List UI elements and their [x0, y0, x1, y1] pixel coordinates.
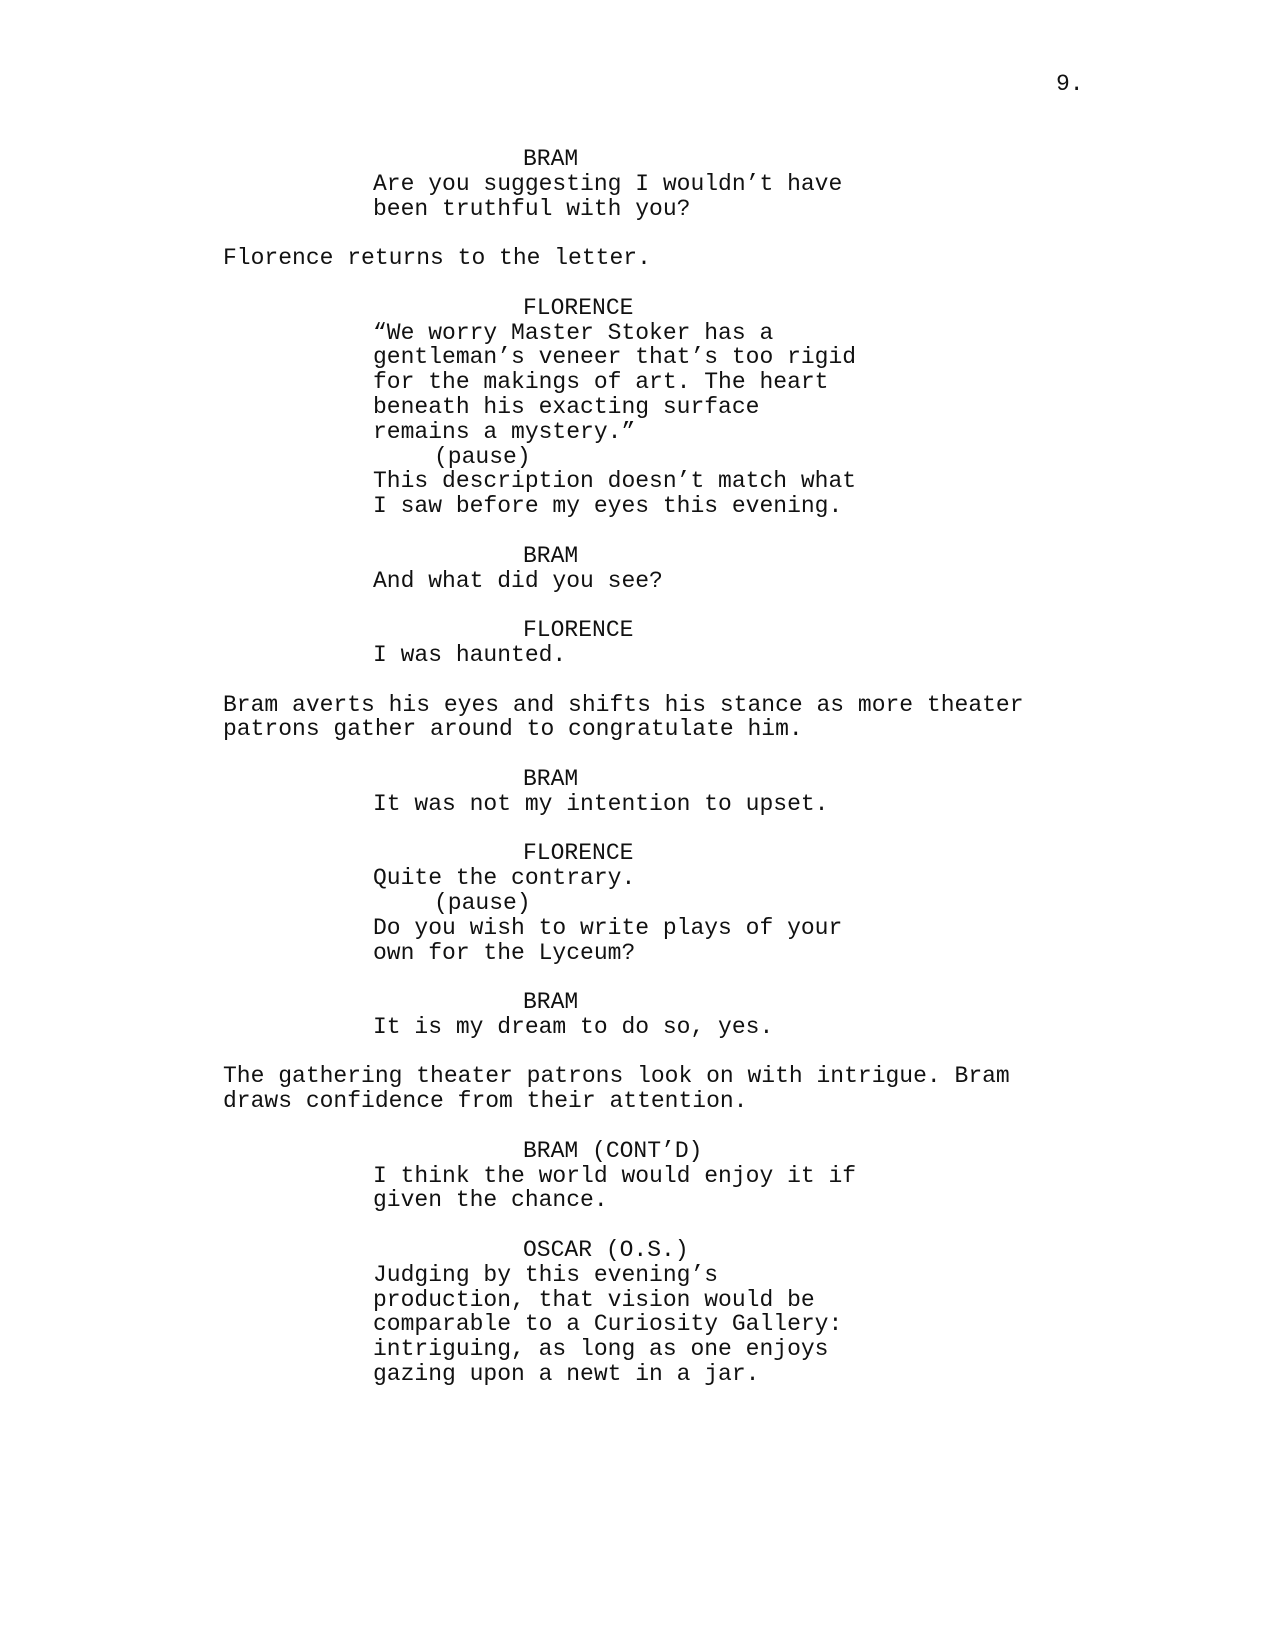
character-cue: FLORENCE	[523, 294, 634, 321]
dialogue-line: I saw before my eyes this evening.	[373, 493, 843, 520]
blank-line	[0, 271, 1275, 296]
blank-line	[0, 742, 1275, 767]
action-line: Bram averts his eyes and shifts his stance as more theater	[223, 691, 1024, 718]
blank-line	[0, 1114, 1275, 1139]
action-line: Florence returns to the letter.	[223, 245, 651, 272]
dialogue-line: “We worry Master Stoker has a	[373, 319, 774, 346]
dialogue-line: This description doesn’t match what	[373, 468, 857, 495]
character-cue: BRAM	[523, 146, 579, 172]
dialogue-line: production, that vision would be	[373, 1286, 815, 1313]
dialogue-line: And what did you see?	[373, 567, 663, 594]
dialogue-line: Do you wish to write plays of your	[373, 914, 843, 941]
dialogue-line: been truthful with you?	[373, 195, 691, 222]
character-cue: FLORENCE	[523, 840, 634, 867]
dialogue-line: Are you suggesting I wouldn’t have	[373, 170, 843, 197]
dialogue-line: Quite the contrary.	[373, 865, 636, 892]
character-cue: OSCAR (O.S.)	[523, 1237, 689, 1264]
blank-line	[0, 817, 1275, 842]
dialogue-line: It was not my intention to upset.	[373, 790, 829, 817]
dialogue-line: own for the Lyceum?	[373, 939, 636, 966]
character-cue: BRAM	[523, 542, 579, 569]
character-cue: BRAM	[523, 989, 579, 1016]
action-line: patrons gather around to congratulate him.	[223, 716, 803, 743]
blank-line	[0, 593, 1275, 618]
blank-line	[0, 1040, 1275, 1065]
screenplay-body	[0, 147, 1275, 1387]
blank-line	[0, 519, 1275, 544]
blank-line	[0, 1213, 1275, 1238]
dialogue-line: I was haunted.	[373, 641, 567, 668]
action-line: The gathering theater patrons look on with intrigue. Bram	[223, 1063, 1010, 1090]
blank-line	[0, 668, 1275, 693]
dialogue-line: intriguing, as long as one enjoys	[373, 1336, 829, 1363]
dialogue-line: remains a mystery.”	[373, 418, 636, 445]
dialogue-line: gazing upon a newt in a jar.	[373, 1361, 760, 1388]
dialogue-line: comparable to a Curiosity Gallery:	[373, 1311, 843, 1338]
blank-line	[0, 221, 1275, 246]
parenthetical: (pause)	[434, 889, 531, 916]
dialogue-line: gentleman’s veneer that’s too rigid	[373, 344, 857, 371]
dialogue-line: I think the world would enjoy it if	[373, 1162, 857, 1189]
character-cue: FLORENCE	[523, 617, 634, 644]
page-number: 9.	[1056, 71, 1084, 97]
dialogue-line: for the makings of art. The heart	[373, 369, 829, 396]
character-cue: BRAM	[523, 765, 579, 792]
dialogue-line: given the chance.	[373, 1187, 608, 1214]
dialogue-line: It is my dream to do so, yes.	[373, 1013, 774, 1040]
dialogue-line: beneath his exacting surface	[373, 393, 760, 420]
action-line: draws confidence from their attention.	[223, 1088, 748, 1115]
dialogue-line: Judging by this evening’s	[373, 1261, 719, 1288]
blank-line	[0, 965, 1275, 990]
parenthetical: (pause)	[434, 443, 531, 470]
character-cue: BRAM (CONT’D)	[523, 1137, 703, 1164]
